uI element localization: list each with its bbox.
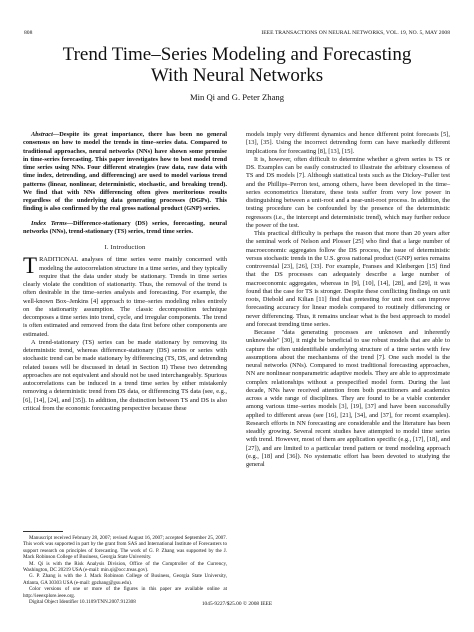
index-terms-text: Difference-stationary (DS) series, forecasting, neural networks (NNs), trend-stationary (TS) series, trend time series. (23, 219, 227, 235)
section-heading: I. Introduction (104, 244, 146, 251)
paper-title (0, 44, 474, 86)
authors: Min Qi and G. Peter Zhang (189, 92, 285, 102)
right-paragraph-2: It is, however, often difficult to determine whether a given series is TS or DS. Examples can be easily constructed to illustrate the arbitrary closeness of TS and DS models [7]. Although statistical tests such as the Dickey–Fuller test and the Phillips–Perron test, among others, have been developed in the time–series econometrics literature, these tests suffer from very low power in distinguishing between a unit-root and a near-unit-root process. In addition, the testing procedure can be confounded by the presence of the deterministic regressors (i.e., the intercept and deterministic trend), which may further reduce the power of the test. (246, 155, 450, 229)
drop-cap: T (23, 253, 38, 279)
copyright-footer: 1045-9227/$25.00 © 2008 IEEE (201, 601, 273, 607)
intro-paragraph-1 (23, 253, 227, 339)
footnote-author-zhang: G. P. Zhang is with the J. Mack Robinson College of Business, Georgia State University, Atlanta, GA 30303 USA (e-mail: gpzhang@gsu.edu). (23, 573, 227, 586)
abstract (23, 131, 227, 214)
index-terms (23, 220, 227, 237)
footnote-manuscript: Manuscript received February 28, 2007; revised August 16, 2007; accepted September 25, 2007. This work was supported in part by the grant from SAS and International Institute of Forecasters to support research on principles of forecasting. The work of G. P. Zhang was supported by the J. Mack Robinson College of Business, Georgia State University. (23, 535, 227, 561)
right-paragraph-3: This practical difficulty is perhaps the reason that more than 20 years after the seminal work of Nelson and Plosser [25] who find that a large number of macroeconomic aggregates follow the DS process, the issue of deterministic versus stochastic trends in the U.S. gross national product (GNP) series remains controversial [23], [26], [33]. For example, Franses and Kleibergen [15] find that the DS processes can adequately describe a large number of macroeconomic aggregates, whereas in [9], [10], [14], [28], and [29], it was found that the case for TS is stronger. Despite these conflicting findings on unit roots, Diebold and Kilian [11] find that pretesting for unit root can improve forecasting accuracy for linear models compared to routinely differencing or never differencing. Thus, it remains unclear what is the best approach to model and forecast trending time series. (246, 230, 450, 328)
paper-title-line-1: Trend Time–Series Modeling and Forecasting (62, 44, 412, 65)
running-header (24, 30, 450, 40)
index-terms-label: Index Terms— (31, 219, 74, 227)
abstract-label: Abstract— (31, 131, 60, 138)
intro-paragraph-1-text: RADITIONAL analyses of time series were mainly concerned with modeling the autocorrelation structure in a time series, and they typically require that the data under study be stationary. Trends in time series clearly violate the condition of stationarity. Thus, the removal of the trend is often desirable in the time–series analysis and forecasting. For example, the well-known Box–Jenkins [4] approach to time–series modeling relies entirely on the stationarity assumption. The classic decomposition technique decomposes a time series into trend, cycle, and irregular components. The trend is often estimated and removed from the data first before other components are estimated. (23, 256, 227, 338)
footnote-rule (23, 531, 63, 532)
abstract-text: Despite its great importance, there has been no general consensus on how to model the trends in time–series data. Compared to traditional approaches, neural networks (NNs) have shown some promise in time-series forecasting. This paper investigates how to best model trend time series using NNs. Four different strategies (raw data, raw data with time index, detrending, and differencing) are used to model various trend patterns (linear, nonlinear, deterministic, stochastic, and breaking trend). We find that with NNs differencing often gives meritorious results regardless of the underlying data generating processes (DGPs). This finding is also confirmed by the real gross national product (GNP) series. (23, 131, 227, 213)
footnotes (23, 531, 227, 605)
footnote-author-qi: M. Qi is with the Risk Analysis Division, Office of the Comptroller of the Currency, Washington, DC 20219 USA (e-mail: min.qi@occ.treas.gov). (23, 560, 227, 574)
paper-title-line-2: With Neural Networks (150, 65, 324, 86)
footnote-color-versions: Color versions of one or more of the figures in this paper are available online at http://ieeexplore.ieee.org. (23, 586, 227, 599)
page-number: 808 (24, 30, 33, 36)
right-column (246, 131, 450, 469)
left-column (23, 131, 227, 413)
intro-paragraph-2: A trend-stationary (TS) series can be made stationary by removing its deterministic trend, whereas difference-stationary (DS) series or series with stochastic trend can be made stationary by differencing (TS, DS, and detrending related issues will be discussed in detail in Section II) These two detrending approaches are not equivalent and should not be used interchangeably. Spurious autocorrelations can be induced in a trend time series by either mistakenly removing a deterministic trend from DS data, or differencing TS data (see, e.g., [6], [14], [24], and [35]). In addition, the distinction between TS and DS is also critical from the economic forecasting perspective because these (23, 338, 227, 412)
right-paragraph-4: Because "data generating processes are unknown and inherently unknowable" [30], it might be beneficial to use robust models that are able to capture the often unidentifiable underlying structure of a time series with few assumptions about the mechanisms of the trend [7]. One such model is the neural networks (NNs). Compared to most traditional forecasting approaches, NN are nonlinear nonparametric adaptive models. They are able to approximate complex relationships without a prespecified model form. During the last decade, NNs have received attention from both practitioners and academics across a wide range of disciplines. They are found to be a viable contender among various time–series models [3], [19], [37] and have been successfully applied to different areas (see [16], [21], [34], and [37], for recent examples). Research efforts in NN forecasting are considerable and the literature has been steadily growing. Several recent studies have attempted to model time series with trend. However, most of them are application specific (e.g., [17], [18], and [27]), and are limited to a particular trend pattern or trend modeling approach (e.g., [18] and [36]). No systematic effort has been devoted to studying the general (246, 329, 450, 468)
journal-name: IEEE TRANSACTIONS ON NEURAL NETWORKS, VOL. 19, NO. 5, MAY 2008 (261, 30, 450, 36)
footnote-doi: Digital Object Identifier 10.1109/TNN.2007.912308 (29, 599, 136, 606)
right-paragraph-1: models imply very different dynamics and hence different point forecasts [5], [13], [35]. Using the incorrect detrending form can have markedly different implications for forecasting [8], [13], [15]. (246, 131, 450, 155)
